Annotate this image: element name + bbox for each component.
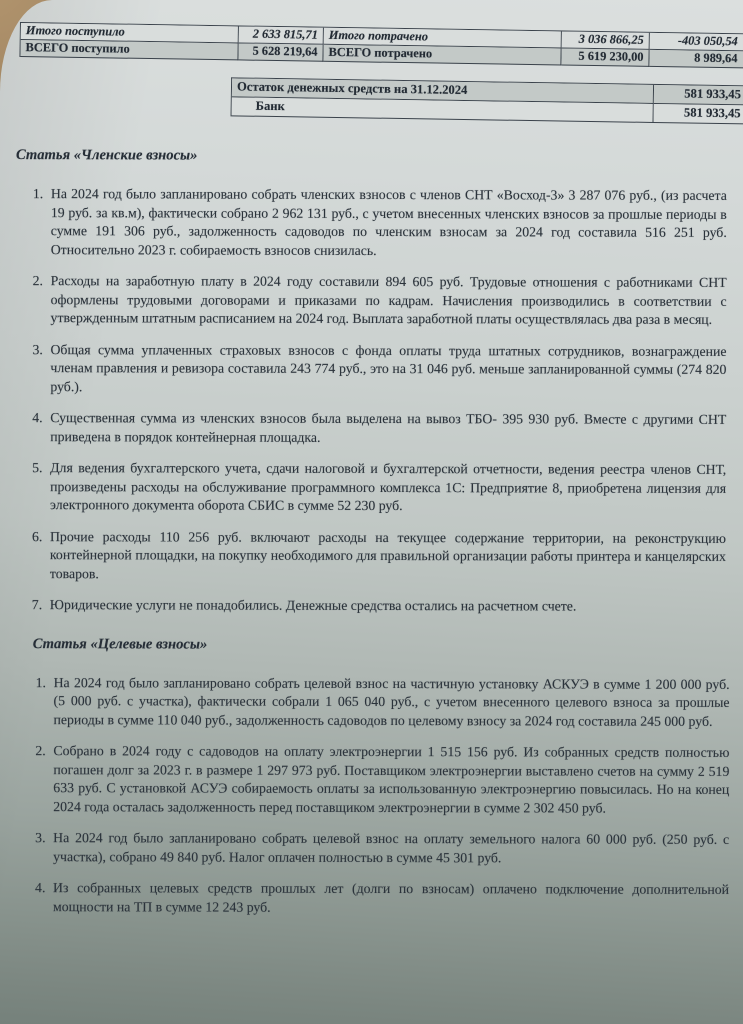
bank-value: 581 933,45 (653, 104, 743, 125)
list-item (0, 272, 743, 329)
list-item-number: 1. (35, 674, 46, 690)
list-item-text: Из собранных целевых средств прошлых лет (долги по взносам) оплачено подключение дополнительной мощности на ТП в сумме 12 243 руб. (52, 880, 730, 915)
list-item-number: 2. (32, 273, 44, 289)
total-received-value: 2 633 815,71 (239, 26, 324, 44)
list-item-text: Существенная сумма из членских взносов была выделена на вывоз ТБО- 395 930 руб. Вместе с другими СНТ приведена в порядок контейнерная площадка. (50, 410, 727, 445)
section-heading-membership-fees: Статья «Членские взносы» (15, 147, 198, 164)
list-item-number: 4. (32, 410, 43, 426)
total-spent-label: Итого потрачено (324, 28, 562, 49)
section-heading-target-fees: Статья «Целевые взносы» (32, 635, 208, 653)
total-difference-value: -403 050,54 (650, 33, 743, 52)
list-item-text: На 2024 год было запланировано собрать целевой взнос на оплату земельного налога 60 000 руб. (250 руб. с участка), собрано 49 840 руб. Налог оплачен полностью в сумме 45 301 руб. (53, 830, 730, 865)
list-item (0, 596, 742, 616)
list-item (2, 829, 741, 868)
list-item-number: 1. (32, 186, 44, 202)
list-item (2, 879, 741, 918)
report-body (0, 147, 743, 918)
totals-table (19, 22, 743, 69)
list-item (0, 340, 742, 397)
grand-total-received-label: ВСЕГО поступило (20, 40, 238, 60)
list-item (2, 674, 741, 731)
list-item-text: На 2024 год было запланировано собрать членских взносов с членов СНТ «Восход-3» 3 287 076 руб., (из расчета 19 руб. за кв.м), фактически собрано 2 962 131 руб., с учетом внесенных членских взносов за прошлые периоды в сумме 191 306 руб., задолженность садоводов по членским взносам за 2024 год составила 516 251 руб. Относительно 2023 г. собираемость взносов снизилась. (50, 186, 727, 258)
grand-total-received-value: 5 628 219,64 (238, 43, 323, 61)
list-item-number: 4. (35, 880, 46, 896)
bank-label: Банк (232, 97, 654, 123)
list-item-text: Собрано в 2024 году с садоводов на оплату электроэнергии 1 515 156 руб. Из собранных средств полностью погашен долг за 2023 г. в размере 1 297 973 руб. Поставщиком электроэнергии выставлено счетов на сумму 2 519 633 руб. С установкой АСУЭ собираемость оплаты за использованную электроэнергию повысилась. Но на конец 2024 года осталась задолженность перед поставщиком электроэнергии в сумме 2 302 450 руб. (53, 743, 730, 816)
cash-balance-label: Остаток денежных средств на 31.12.2024 (232, 78, 654, 104)
total-received-label: Итого поступило (21, 23, 239, 43)
grand-total-spent-value: 5 619 230,00 (561, 49, 649, 67)
list-item-number: 3. (35, 830, 46, 846)
list-item (2, 742, 741, 818)
list-item-text: Для ведения бухгалтерского учета, сдачи налоговой и бухгалтерской отчетности, ведения реестра членов СНТ, произведены расходы на обслуживание программного комплекса 1С: Предприятие 8, приобретена лицензия для электронного документа оборота СБИС в сумме 52 230 руб. (50, 460, 727, 514)
balance-table (231, 77, 743, 124)
membership-fees-list (0, 185, 743, 616)
list-item-number: 7. (31, 597, 43, 613)
list-item (0, 409, 742, 448)
list-item-number: 2. (35, 743, 46, 759)
cash-balance-value: 581 933,45 (654, 85, 743, 106)
grand-total-spent-label: ВСЕГО потрачено (323, 45, 561, 66)
grand-total-difference-value: 8 989,64 (649, 50, 743, 69)
list-item-text: Общая сумма уплаченных страховых взносов с фонда оплаты труда штатных сотрудников, вознаграждение членам правления и ревизора составила 243 774 руб., это на 31 046 руб. меньше запланированной суммы (274 820 руб.). (50, 341, 727, 394)
list-item-number: 6. (31, 528, 43, 544)
list-item-text: Прочие расходы 110 256 руб. включают расходы на текущее содержание территории, на реконструкцию контейнерной площадки, на покупку необходимого для правильной организации работы принтера и канцелярских товаров. (49, 528, 726, 581)
financial-summary-block (19, 22, 743, 124)
list-item-text: Расходы на заработную плату в 2024 году составили 894 605 руб. Трудовые отношения с работниками СНТ оформлены трудовыми договорами и приказами по кадрам. Начисления производились в соответствии с утвержденным штатным расписанием на 2024 год. Выплата заработной платы осуществлялась два раза в месяц. (50, 273, 727, 327)
list-item-number: 5. (32, 460, 43, 476)
list-item (0, 459, 742, 516)
list-item-number: 3. (32, 341, 43, 357)
list-item-text: На 2024 год было запланировано собрать целевой взнос на частичную установку АСКУЭ в сумме 1 200 000 руб. (5 000 руб. с участка), фактически собрали 1 065 040 руб., с учетом внесенного целевого взноса за прошлые периоды в сумме 110 040 руб., задолженность садоводов по целевому взносу за 2024 год составила 245 000 руб. (53, 674, 730, 729)
target-fees-list (2, 674, 742, 918)
total-spent-value: 3 036 866,25 (562, 32, 650, 50)
list-item (0, 527, 742, 584)
list-item (0, 185, 743, 261)
list-item-text: Юридические услуги не понадобились. Денежные средства остались на расчетном счете. (49, 597, 577, 614)
